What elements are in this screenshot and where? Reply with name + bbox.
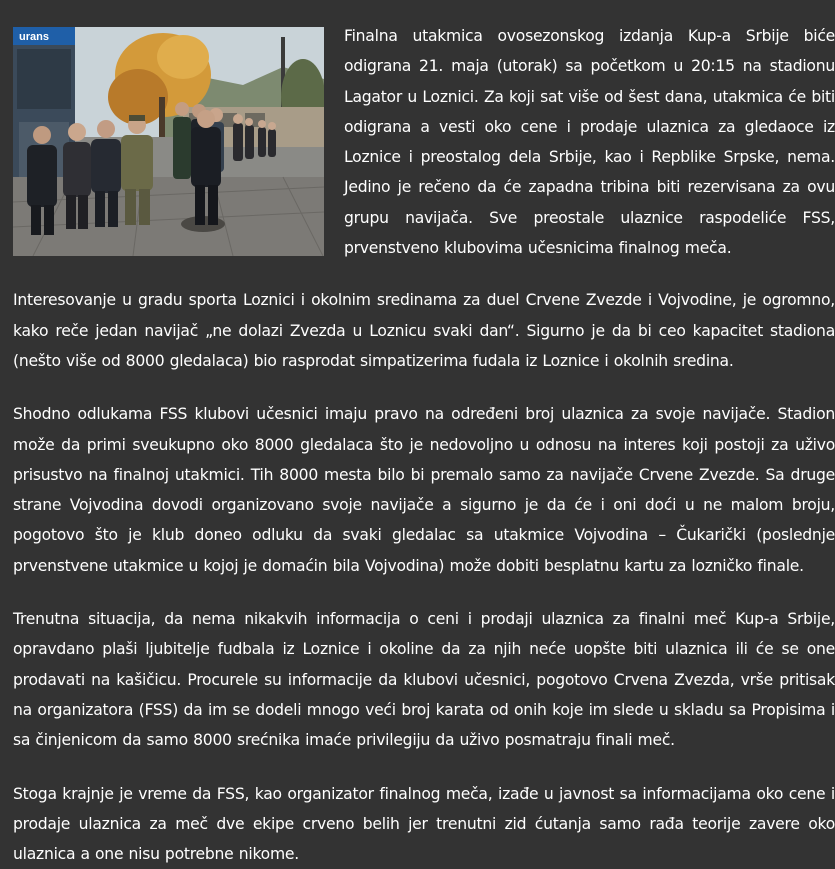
paragraph-1: Finalna utakmica ovosezonskog izdanja Kup-a Srbije biće odigrana 21. maja (utorak) sa početkom u 20:15 na stadionu Lagator u Loznici. Za koji sat više od šest dana, utakmica će biti odigrana a vesti oko cene i prodaje ulaznica za gledaoce iz Loznice i preostalog dela Srbije, kao i Repblike Srpske, nema. Jedino je rečeno da će zapadna tribina biti rezervisana za ovu grupu navijača. Sve preostale ulaznice raspodeliće FSS, prvenstveno klubovima učesnicima finalnog meča. [344,27,835,258]
photo-sign-text: urans [19,31,49,43]
photo-crowd-queue-icon [13,27,324,256]
paragraph-3: Shodno odlukama FSS klubovi učesnici imaju pravo na određeni broj ulaznica za svoje navijače. Stadion može da primi sveukupno oko 8000 gledalaca što je nedovoljno u odnosu na interes koji postoji za uživo prisustvo na finalnoj utakmici. Tih 8000 mesta bilo bi premalo samo za navijače Crvene Zvezde. Sa druge strane Vojvodina dovodi organizovano svoje navijače a sigurno je da će i oni doći u ne malom broju, pogotovo što je klub doneo odluku da svaki gledalac sa utakmice Vojvodina – Čukarički (poslednje prvenstvene utakmice u kojoj je domaćin bila Vojvodina) može dobiti besplatnu kartu za lozničko finale. [13,405,835,575]
paragraph-4: Trenutna situacija, da nema nikakvih informacija o ceni i prodaji ulaznica za finalni meč Kup-a Srbije, opravdano plaši ljubitelje fudbala iz Loznice i okoline da za njih neće uopšte biti ulaznica ili će se one prodavati na kašičicu. Procurele su informacije da klubovi učesnici, pogotovo Crvena Zvezda, vrše pritisak na organizatora (FSS) da im se dodeli mnogo veći broj karata od onih koje im slede u skladu sa Propisima i sa činjenicom da samo 8000 srećnika imaće privilegiju da uživo posmatraju finali meč. [13,610,835,750]
article-photo [13,27,324,256]
paragraph-5: Stoga krajnje je vreme da FSS, kao organizator finalnog meča, izađe u javnost sa informacijama oko cene i prodaje ulaznica za meč dve ekipe crveno belih jer trenutni zid ćutanja samo rađa teorije zavere oko ulaznica a one nisu potrebne nikome. [13,784,835,864]
paragraph-2: Interesovanje u gradu sporta Loznici i okolnim sredinama za duel Crvene Zvezde i Vojvodine, je ogromno, kako reče jedan navijač „ne dolazi Zvezda u Loznicu svaki dan“. Sigurno je da bi ceo kapacitet stadiona (nešto više od 8000 gledalaca) bio rasprodat simpatizerima fudala iz Loznice i okolnih sredina. [13,291,835,370]
